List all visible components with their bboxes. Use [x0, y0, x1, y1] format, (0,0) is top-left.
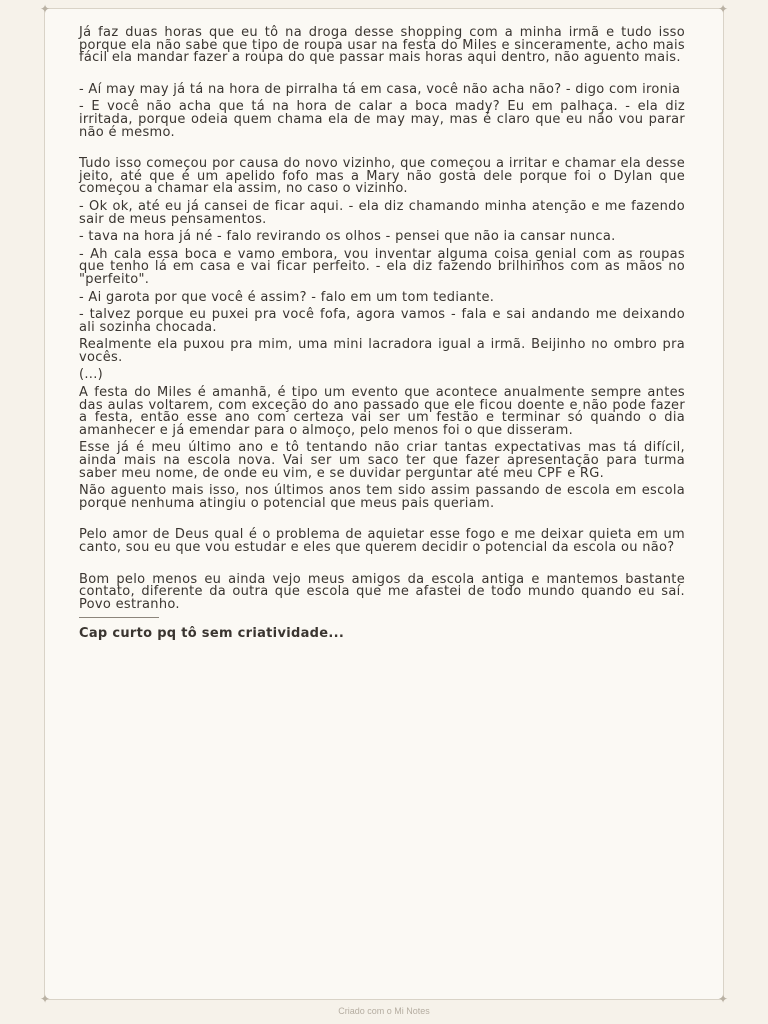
- paragraph: Já faz duas horas que eu tô na droga desse shopping com a minha irmã e tudo isso porque ela não sabe que tipo de roupa usar na festa do Miles e sinceramente, acho mais fácil ela mandar fazer a roupa do que passar mais horas aqui dentro, não aguento mais.: [79, 25, 690, 66]
- paragraph: - Ah cala essa boca e vamo embora, vou inventar alguma coisa genial com as roupas que tenho lá em casa e vai ficar perfeito. - ela diz fazendo brilhinhos com as mãos no "perfeito".: [79, 246, 690, 287]
- paragraph: - E você não acha que tá na hora de calar a boca mady? Eu em palhaça. - ela diz irritada, porque odeia quem chama ela de may may, mas é claro que eu não vou parar não é mesmo.: [79, 99, 690, 140]
- paragraph: Bom pelo menos eu ainda vejo meus amigos da escola antiga e mantemos bastante contato, diferente da outra que escola que me afastei de todo mundo quando eu saí. Povo estranho.: [79, 571, 690, 612]
- paragraph: Realmente ela puxou pra mim, uma mini lacradora igual a irmã. Beijinho no ombro pra vocês.: [79, 337, 690, 365]
- note-page: [39, 2, 729, 1006]
- paragraph: A festa do Miles é amanhã, é tipo um evento que acontece anualmente sempre antes das aulas voltarem, com exceção do ano passado que ele ficou doente e não pode fazer a festa, então esse ano com certeza vai ser um festão e terminar só quando o dia amanhecer e já emendar para o almoço, pelo menos foi o que disseram.: [79, 385, 690, 438]
- divider: [79, 617, 159, 618]
- paragraph: - tava na hora já né - falo revirando os olhos - pensei que não ia cansar nunca.: [79, 229, 616, 245]
- paragraph: Não aguento mais isso, nos últimos anos tem sido assim passando de escola em escola porque nenhuma atingiu o potencial que meus pais queriam.: [79, 483, 690, 511]
- app-footer: Criado com o Mi Notes: [338, 1006, 430, 1016]
- paragraph: (...): [79, 367, 104, 383]
- corner-ornament-icon: ✦: [39, 2, 51, 16]
- paragraph: - Ai garota por que você é assim? - falo em um tom tediante.: [79, 289, 495, 305]
- closing-note: Cap curto pq tô sem criatividade...: [79, 626, 345, 642]
- corner-ornament-icon: ✦: [39, 992, 51, 1006]
- paragraph: Pelo amor de Deus qual é o problema de aquietar esse fogo e me deixar quieta em um canto, sou eu que vou estudar e eles que querem decidir o potencial da escola ou não?: [79, 527, 690, 555]
- paragraph: - talvez porque eu puxei pra você fofa, agora vamos - fala e sai andando me deixando ali sozinha chocada.: [79, 307, 690, 335]
- note-body: [79, 25, 690, 646]
- corner-ornament-icon: ✦: [717, 2, 729, 16]
- paragraph: - Aí may may já tá na hora de pirralha tá em casa, você não acha não? - digo com ironia: [79, 81, 681, 97]
- corner-ornament-icon: ✦: [717, 992, 729, 1006]
- paragraph: Tudo isso começou por causa do novo vizinho, que começou a irritar e chamar ela desse jeito, até que é um apelido fofo mas a Mary não gosta dele porque foi o Dylan que começou a chamar ela assim, no caso o vizinho.: [79, 156, 690, 197]
- paragraph: Esse já é meu último ano e tô tentando não criar tantas expectativas mas tá difícil, ainda mais na escola nova. Vai ser um saco ter que fazer apresentação para turma saber meu nome, de onde eu vim, e se duvidar perguntar até meu CPF e RG.: [79, 440, 690, 481]
- paragraph: - Ok ok, até eu já cansei de ficar aqui. - ela diz chamando minha atenção e me fazendo sair de meus pensamentos.: [79, 198, 690, 227]
